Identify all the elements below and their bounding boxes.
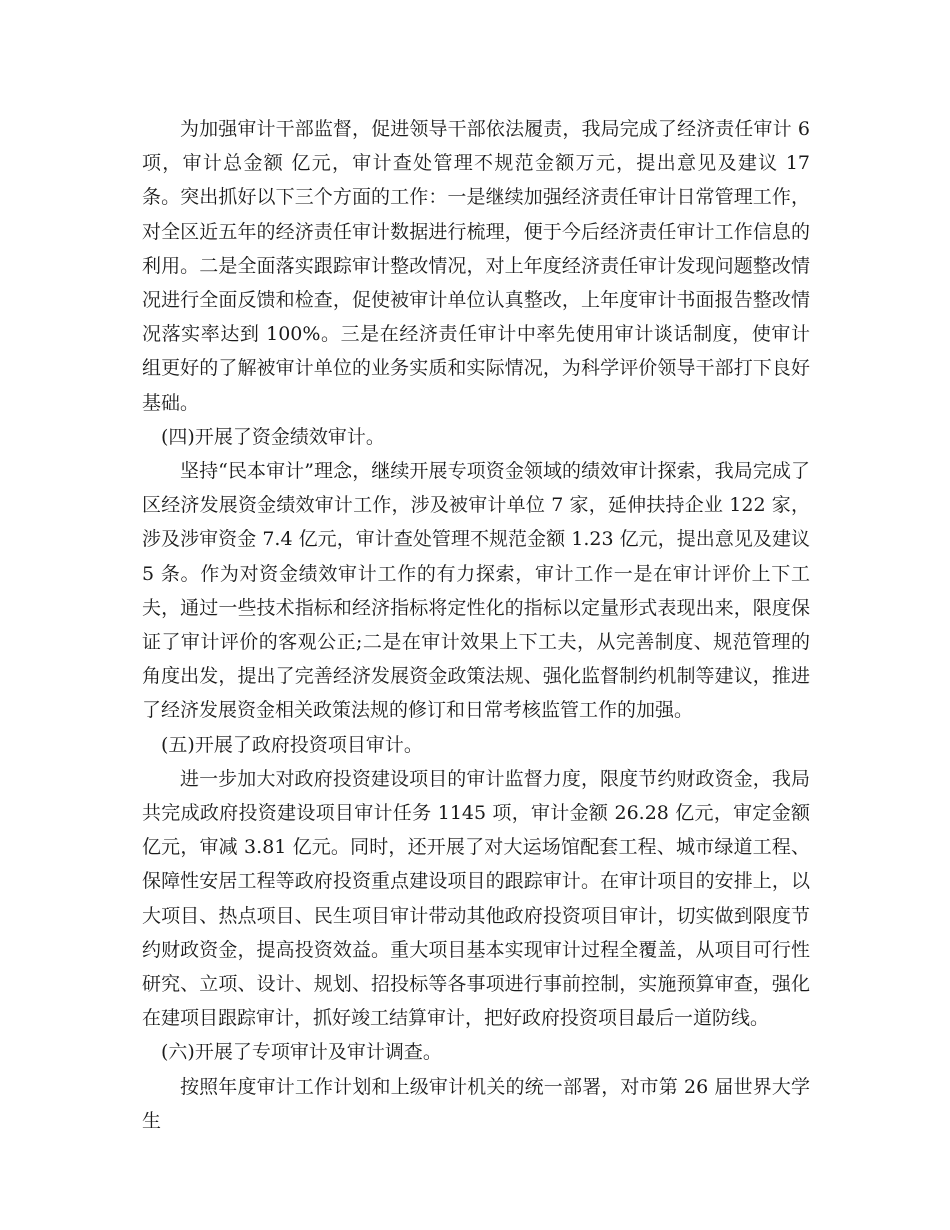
section-heading-special-audit: (六)开展了专项审计及审计调查。 — [161, 1041, 442, 1064]
body-paragraph-government-investment-audit: 进一步加大对政府投资建设项目的审计监督力度，限度节约财政资金，我局共完成政府投资建设项目审计任务 1145 项，审计金额 26.28 亿元，审定金额亿元，审减 3.81 亿元。同时，还开展了对大运场馆配套工程、城市绿道工程、保障性安居工程等政府投资重点建设项目的跟踪审计。在审计项目的安排上，以大项目、热点项目、民生项目审计带动其他政府投资项目审计，切实做到限度节约财政资金，提高投资效益。重大项目基本实现审计过程全覆盖，从项目可行性研究、立项、设计、规划、招投标等各事项进行事前控制，实施预算审查，强化在建项目跟踪审计，抓好竣工结算审计，把好政府投资项目最后一道防线。 — [142, 767, 810, 1030]
body-paragraph-fund-performance-audit: 坚持“民本审计”理念，继续开展专项资金领域的绩效审计探索，我局完成了区经济发展资金绩效审计工作，涉及被审计单位 7 家，延伸扶持企业 122 家，涉及涉审资金 7.4 亿元，审计查处管理不规范金额 1.23 亿元，提出意见及建议 5 条。作为对资金绩效审计工作的有力探索，审计工作一是在审计评价上下工夫，通过一些技术指标和经济指标将定性化的指标以定量形式表现出来，限度保证了审计评价的客观公正;二是在审计效果上下工夫，从完善制度、规范管理的角度出发，提出了完善经济发展资金政策法规、强化监督制约机制等建议，推进了经济发展资金相关政策法规的修订和日常考核监管工作的加强。 — [142, 460, 810, 722]
section-heading-fund-performance-audit: (四)开展了资金绩效审计。 — [161, 425, 385, 448]
body-paragraph-economic-responsibility-audit: 为加强审计干部监督，促进领导干部依法履责，我局完成了经济责任审计 6 项，审计总金额 亿元，审计查处管理不规范金额万元，提出意见及建议 17 条。突出抓好以下三个方面的工作：一是继续加强经济责任审计日常管理工作，对全区近五年的经济责任审计数据进行梳理，便于今后经济责任审计工作信息的利用。二是全面落实跟踪审计整改情况，对上年度经济责任审计发现问题整改情况进行全面反馈和检查，促使被审计单位认真整改，上年度审计书面报告整改情况落实率达到 100%。三是在经济责任审计中率先使用审计谈话制度，使审计组更好的了解被审计单位的业务实质和实际情况，为科学评价领导干部打下良好基础。 — [142, 118, 810, 414]
section-heading-government-investment-audit: (五)开展了政府投资项目审计。 — [161, 733, 423, 756]
document-body — [142, 112, 810, 1138]
body-paragraph-special-audit: 按照年度审计工作计划和上级审计机关的统一部署，对市第 26 届世界大学生 — [142, 1075, 810, 1132]
